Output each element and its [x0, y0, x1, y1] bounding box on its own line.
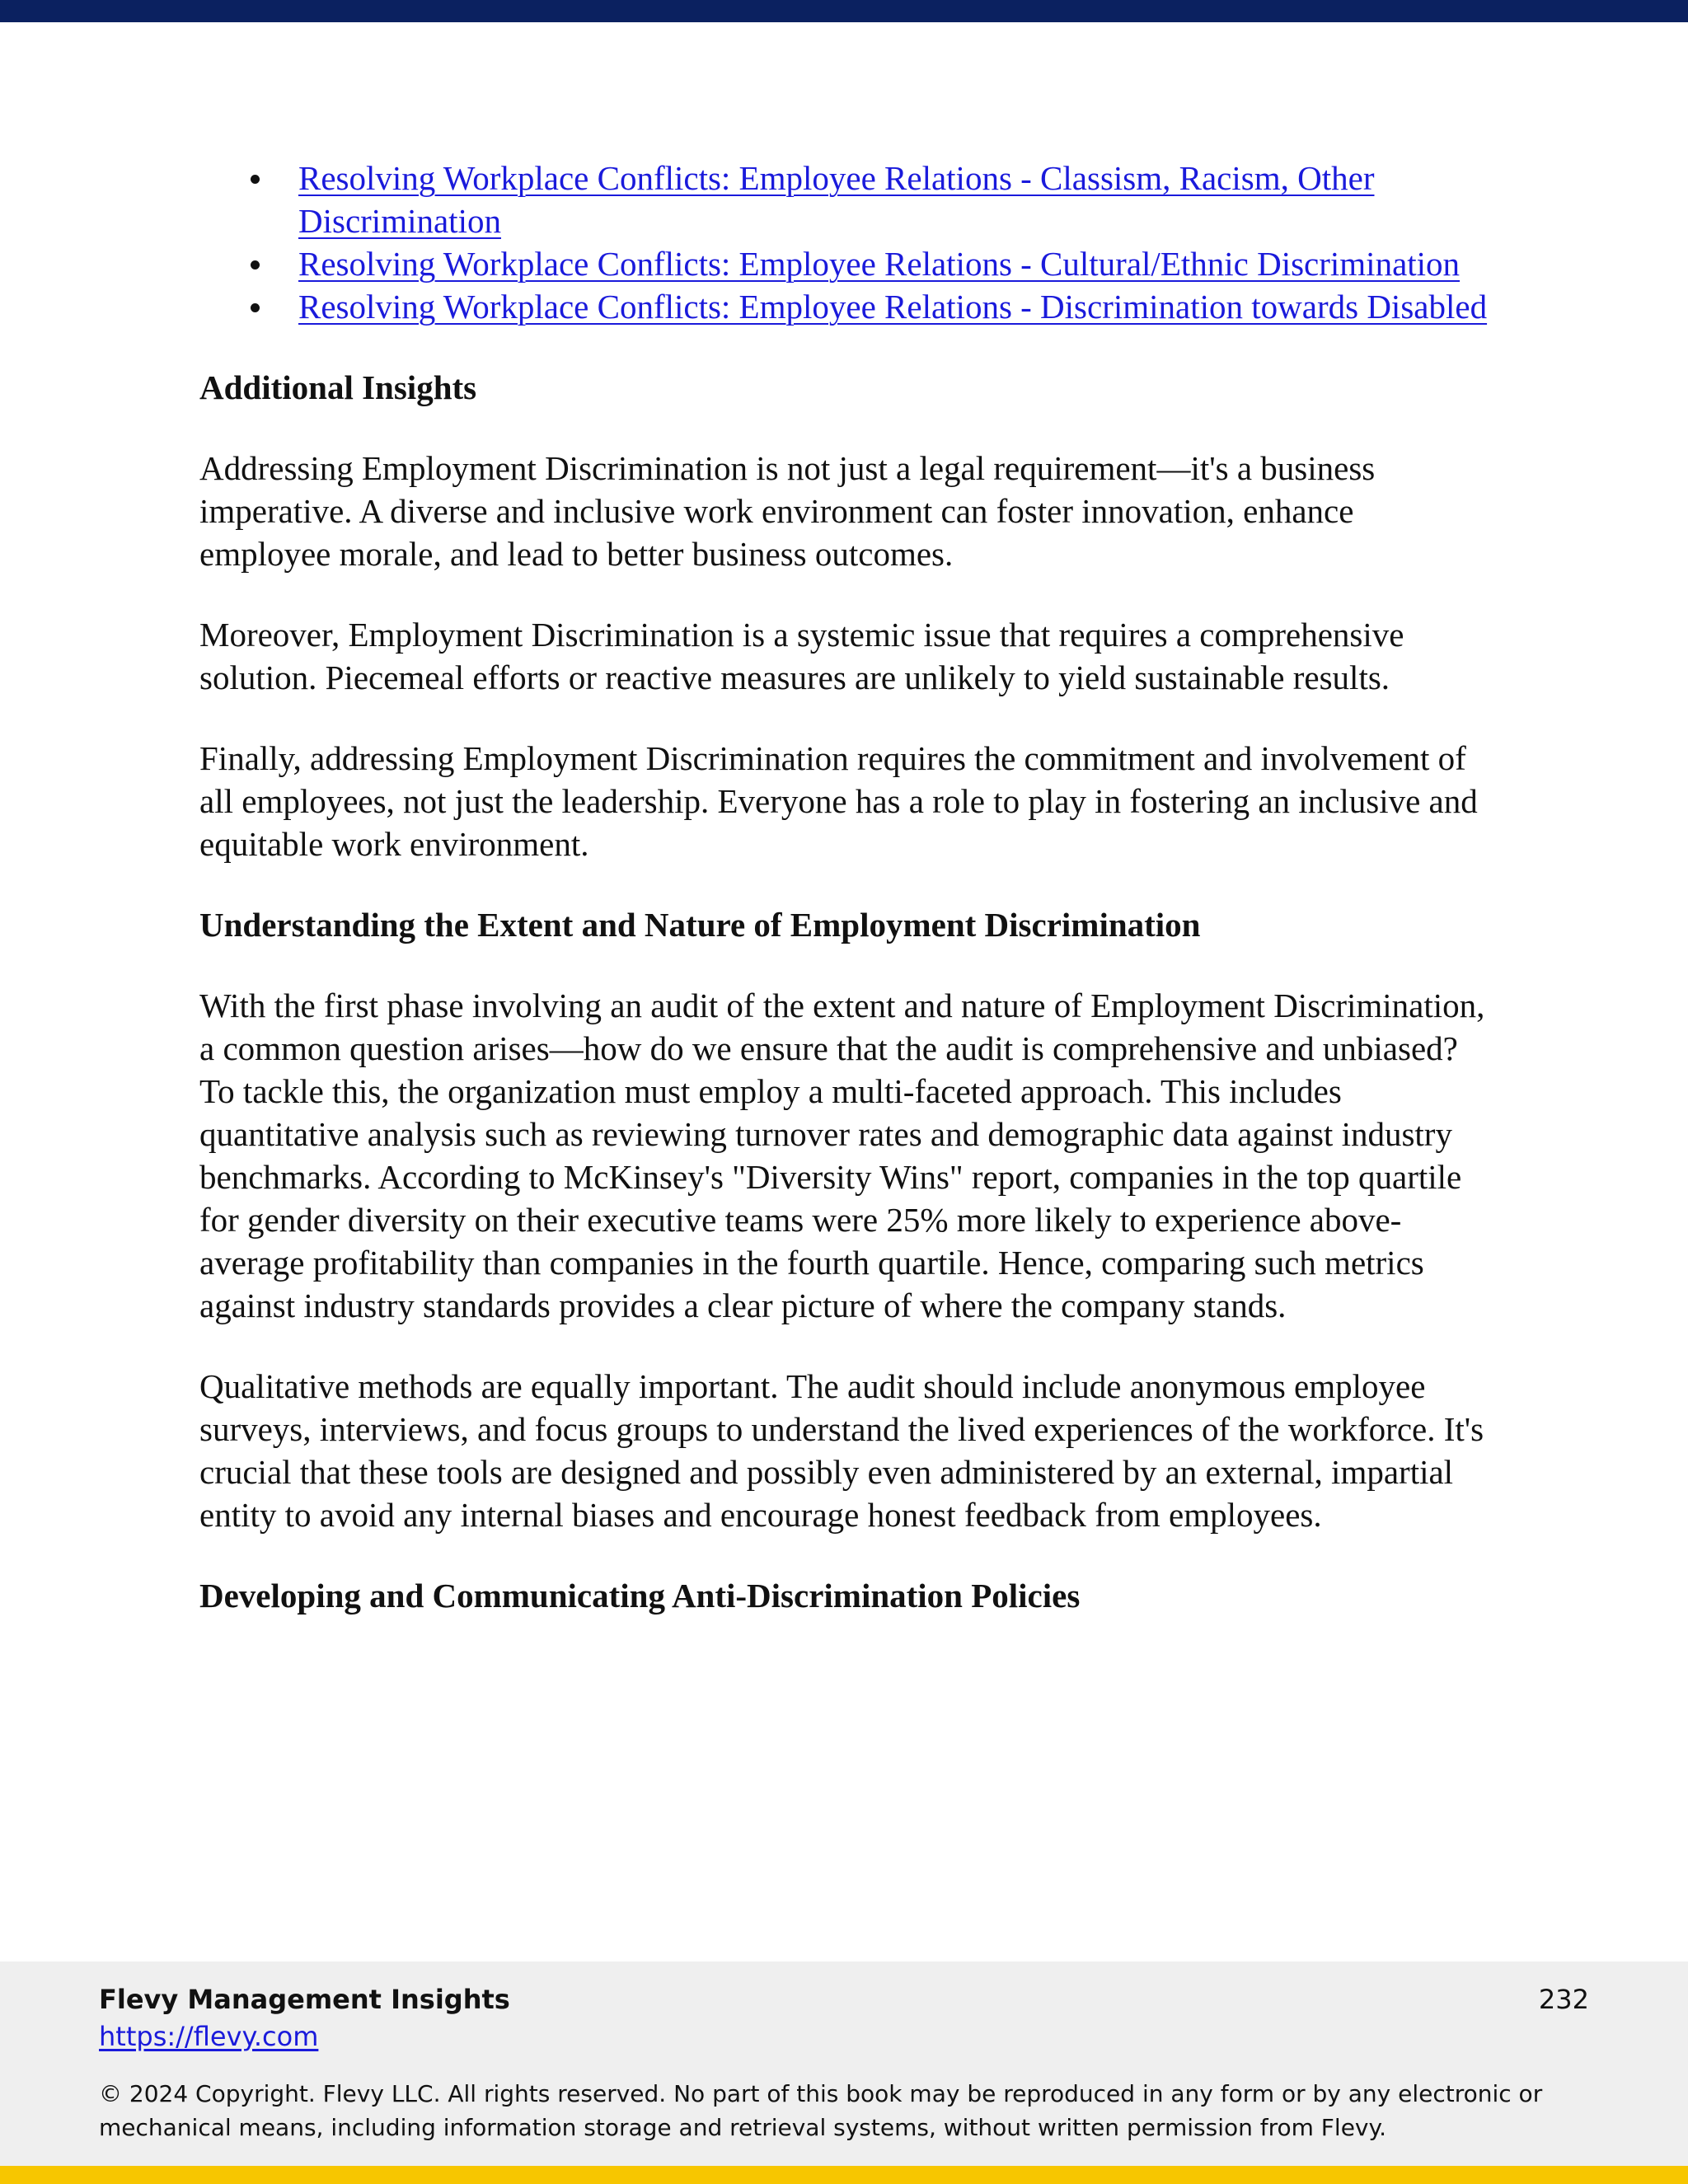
- link-classism-racism[interactable]: Resolving Workplace Conflicts: Employee Relations - Classism, Racism, Other Discrimination: [298, 159, 1375, 240]
- paragraph: Addressing Employment Discrimination is not just a legal requirement—it's a business imperative. A diverse and inclusive work environment can foster innovation, enhance employee morale, and lead to better business outcomes.: [199, 449, 1376, 573]
- heading-developing: Developing and Communicating Anti-Discrimination Policies: [199, 1577, 1081, 1615]
- page-number: 232: [1538, 1984, 1589, 2015]
- heading-understanding: Understanding the Extent and Nature of Employment Discrimination: [199, 906, 1201, 944]
- paragraph: Qualitative methods are equally important. The audit should include anonymous employee surveys, interviews, and focus groups to understand the lived experiences of the workforce. It's crucial that these tools are designed and possibly even administered by an external, impartial entity to avoid any internal biases and encourage honest feedback from employees.: [199, 1367, 1484, 1534]
- link-cultural-ethnic[interactable]: Resolving Workplace Conflicts: Employee Relations - Cultural/Ethnic Discrimination: [298, 245, 1461, 283]
- top-accent-bar: [0, 0, 1688, 22]
- bottom-accent-bar: [0, 2166, 1688, 2184]
- paragraph: With the first phase involving an audit of the extent and nature of Employment Discrimination, a common question arises—how do we ensure that the audit is comprehensive and unbiased? To tackle this, the organization must employ a multi-faceted approach. This includes quantitative analysis such as reviewing turnover rates and demographic data against industry benchmarks. According to McKinsey's "Diversity Wins" report, companies in the top quartile for gender diversity on their executive teams were 25% more likely to experience above-average profitability than companies in the fourth quartile. Hence, comparing such metrics against industry standards provides a clear picture of where the company stands.: [199, 987, 1485, 1324]
- footer-title: Flevy Management Insights: [99, 1984, 510, 2015]
- list-item: [298, 242, 1493, 285]
- page-content: [199, 157, 1493, 1617]
- link-disabled[interactable]: Resolving Workplace Conflicts: Employee Relations - Discrimination towards Disabled: [298, 288, 1488, 326]
- page-footer: [0, 1961, 1688, 2166]
- heading-additional-insights: Additional Insights: [199, 368, 477, 406]
- copyright-notice: © 2024 Copyright. Flevy LLC. All rights reserved. No part of this book may be reproduced in any form or by any electronic or mechanical means, including information storage and retrieval systems, without written permission from Flevy.: [99, 2080, 1543, 2141]
- paragraph: Finally, addressing Employment Discrimination requires the commitment and involvement of all employees, not just the leadership. Everyone has a role to play in fostering an inclusive and equitable work environment.: [199, 739, 1478, 863]
- related-links-list: [199, 157, 1493, 328]
- paragraph: Moreover, Employment Discrimination is a systemic issue that requires a comprehensive solution. Piecemeal efforts or reactive measures are unlikely to yield sustainable results.: [199, 616, 1404, 696]
- footer-website-link[interactable]: https://flevy.com: [99, 2021, 319, 2052]
- list-item: [298, 157, 1493, 242]
- list-item: [298, 285, 1493, 328]
